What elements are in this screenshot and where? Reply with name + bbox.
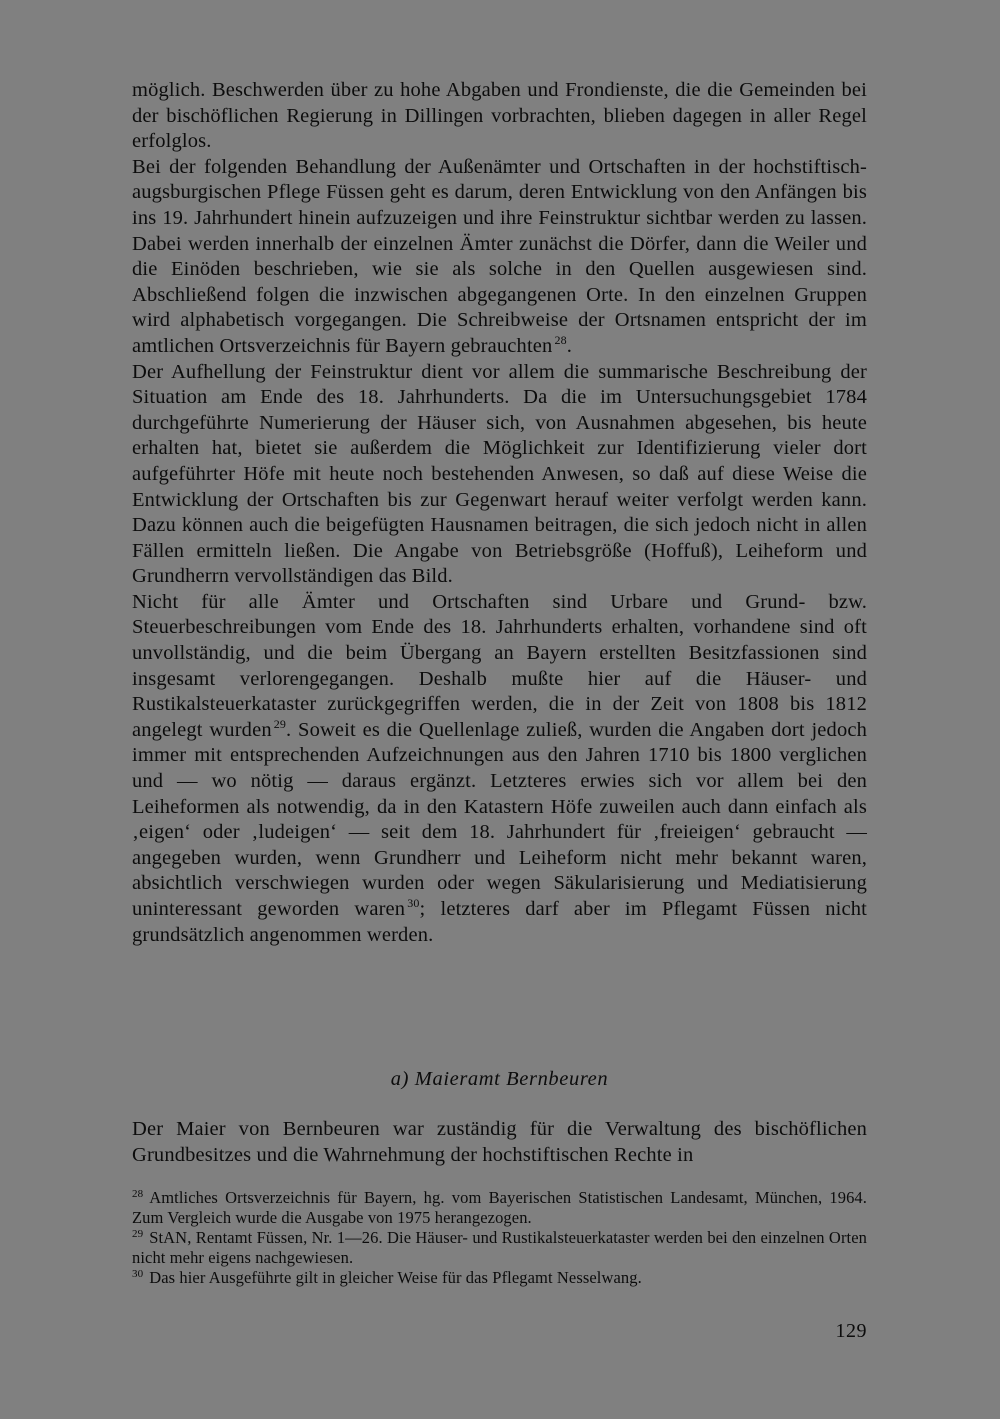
paragraph-2-end: . xyxy=(566,334,573,357)
footnote-text: Amtliches Ortsverzeichnis für Bayern, hg. vom Bayerischen Statistischen Landesamt, München, 1964. Zum Vergleich wurde die Ausgabe von 1975 herangezogen. xyxy=(132,1188,867,1227)
footnote-28 xyxy=(132,1188,867,1228)
footnote-number: 29 xyxy=(132,1227,144,1240)
paragraph-4-text: Nicht für alle Ämter und Ortschaften sind Urbare und Grund- bzw. Steuerbeschreibungen vom Ende des 18. Jahrhunderts erhalten, vorhandene sind oft unvollständig, und die beim Übergang an Bayern erstellten Besitzfassionen sind insgesamt verlorengegangen. Deshalb mußte hier auf die Häuser- und Rustikalsteuerkataster zurückgegriffen werden, die in der Zeit von 1808 bis 1812 angelegt wurden xyxy=(132,590,867,741)
paragraph-3 xyxy=(132,360,867,590)
footnote-text: Das hier Ausgeführte gilt in gleicher Weise für das Pflegamt Nesselwang. xyxy=(149,1268,642,1287)
page-number: 129 xyxy=(835,1320,867,1342)
body-text xyxy=(132,78,867,948)
paragraph-1-text: möglich. Beschwerden über zu hohe Abgaben und Frondienste, die die Gemeinden bei der bischöflichen Regierung in Dillingen vorbrachten, blieben dagegen in aller Regel erfolglos. xyxy=(132,79,867,153)
footnote-29 xyxy=(132,1228,867,1268)
paragraph-4-middle: . Soweit es die Quellenlage zuließ, wurden die Angaben dort jedoch immer mit entsprechenden Aufzeichnungen aus den Jahren 1710 bis 1800 verglichen und — wo nötig — daraus ergänzt. Letzteres erwies sich vor allem bei den Leiheformen als notwendig, da in den Katastern Höfe zuweilen auch dann einfach als ‚eigen‘ oder ‚ludeigen‘ — seit dem 18. Jahrhundert für ‚freieigen‘ gebraucht — angegeben wurden, wenn Grundherr und Leiheform nicht mehr bekannt waren, absichtlich verschwiegen wurden oder wegen Säkularisierung und Mediatisierung uninteressant geworden waren xyxy=(132,718,868,920)
footnote-number: 28 xyxy=(132,1187,144,1200)
page-content xyxy=(132,78,868,1342)
paragraph-4 xyxy=(132,590,867,948)
section-paragraph: Der Maier von Bernbeuren war zuständig für die Verwaltung des bischöflichen Grundbesitzes und die Wahrnehmung der hochstiftischen Rechte in xyxy=(132,1118,867,1166)
section-heading: a) Maieramt Bernbeuren xyxy=(390,1068,609,1090)
paragraph-4-end: ; letzteres darf aber im Pflegamt Füssen nicht grundsätzlich angenommen werden. xyxy=(132,898,867,946)
paragraph-3-text: Der Aufhellung der Feinstruktur dient vor allem die summarische Beschreibung der Situation am Ende des 18. Jahrhunderts. Da die im Untersuchungsgebiet 1784 durchgeführte Numerierung der Häuser sich, von Ausnahmen abgesehen, bis heute erhalten hat, bietet sie außerdem die Möglichkeit zur Identifizierung vieler dort aufgeführter Höfe mit heute noch bestehenden Anwesen, so daß auf diese Weise die Entwicklung der Ortschaften bis zur Gegenwart herauf weiter verfolgt werden kann. Dazu können auch die beigefügten Hausnamen beitragen, die sich jedoch nicht in allen Fällen ermitteln ließen. Die Angabe von Betriebsgröße (Hoffuß), Leiheform und Grundherrn vervollständigen das Bild. xyxy=(132,360,867,588)
paragraph-2 xyxy=(132,155,867,360)
footnotes xyxy=(132,1188,867,1288)
footnote-ref-30: 30 xyxy=(407,896,420,911)
paragraph-2-text: Bei der folgenden Behandlung der Außenämter und Ortschaften in der hochstiftisch-augsburgischen Pflege Füssen geht es darum, deren Entwicklung von den Anfängen bis ins 19. Jahrhundert hinein aufzuzeigen und ihre Feinstruktur sichtbar werden zu lassen. Dabei werden innerhalb der einzelnen Ämter zunächst die Dörfer, dann die Weiler und die Einöden beschrieben, wie sie als solche in den Quellen ausgewiesen sind. Abschließend folgen die inzwischen abgegangenen Orte. In den einzelnen Gruppen wird alphabetisch vorgegangen. Die Schreibweise der Ortsnamen entspricht der im amtlichen Ortsverzeichnis für Bayern gebrauchten xyxy=(132,155,867,357)
footnote-30 xyxy=(132,1268,867,1288)
footnote-ref-28: 28 xyxy=(554,333,567,348)
footnote-ref-29: 29 xyxy=(273,717,287,732)
footnote-text: StAN, Rentamt Füssen, Nr. 1—26. Die Häuser- und Rustikalsteuerkataster werden bei den einzelnen Orten nicht mehr eigens nachgewiesen. xyxy=(132,1228,867,1267)
paragraph-1 xyxy=(132,78,867,155)
footnote-number: 30 xyxy=(132,1267,144,1280)
